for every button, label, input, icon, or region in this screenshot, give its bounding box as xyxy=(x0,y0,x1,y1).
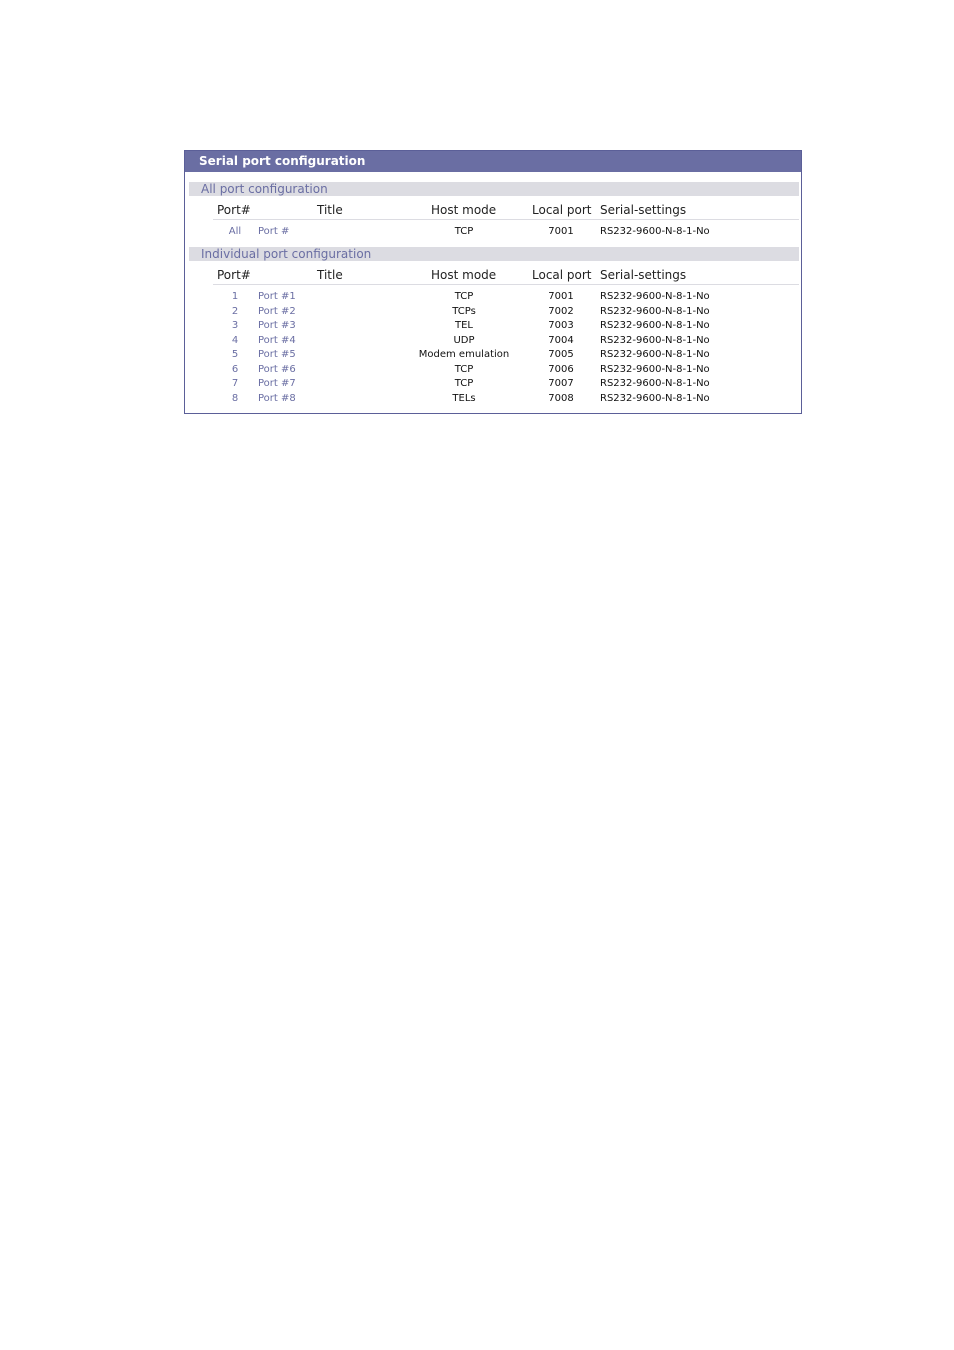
col-port: Port# xyxy=(217,203,251,217)
local-port: 7004 xyxy=(548,334,574,346)
col-host-mode: Host mode xyxy=(431,268,497,282)
col-title: Title xyxy=(317,268,343,282)
host-mode: UDP xyxy=(453,334,475,346)
port-row xyxy=(185,392,803,406)
port-number-link[interactable]: 8 xyxy=(231,392,239,404)
individual-port-section-label: Individual port configuration xyxy=(189,247,799,261)
host-mode: TCP xyxy=(454,226,474,237)
local-port: 7005 xyxy=(548,349,574,360)
panel-title: Serial port configuration xyxy=(185,151,801,172)
host-mode: TCP xyxy=(454,291,474,302)
local-port: 7007 xyxy=(548,378,574,389)
serial-settings: RS232-9600-N-8-1-No xyxy=(600,378,710,389)
col-local-port: Local port xyxy=(532,203,592,217)
serial-settings: RS232-9600-N-8-1-No xyxy=(600,291,710,302)
all-port-link[interactable]: All xyxy=(228,226,242,237)
host-mode: Modem emulation xyxy=(418,349,510,360)
serial-settings: RS232-9600-N-8-1-No xyxy=(600,349,710,360)
serial-settings: RS232-9600-N-8-1-No xyxy=(600,226,710,237)
serial-settings: RS232-9600-N-8-1-No xyxy=(600,392,710,404)
port-number-link[interactable]: 4 xyxy=(231,334,239,346)
col-serial-settings: Serial-settings xyxy=(600,268,687,282)
local-port: 7001 xyxy=(548,226,574,237)
serial-settings: RS232-9600-N-8-1-No xyxy=(600,320,710,331)
host-mode: TEL xyxy=(455,320,473,331)
port-row xyxy=(185,377,803,391)
serial-settings: RS232-9600-N-8-1-No xyxy=(600,334,710,346)
serial-settings: RS232-9600-N-8-1-No xyxy=(600,363,710,375)
all-port-section-label: All port configuration xyxy=(189,182,799,196)
individual-port-table-header xyxy=(185,268,803,282)
port-title-link[interactable]: Port #8 xyxy=(258,392,296,404)
port-row xyxy=(185,363,803,377)
port-number-link[interactable]: 7 xyxy=(231,378,239,389)
port-number-link[interactable]: 6 xyxy=(231,363,239,375)
port-title-link[interactable]: Port #6 xyxy=(258,363,296,375)
host-mode: TCP xyxy=(454,378,474,389)
local-port: 7002 xyxy=(548,305,574,317)
port-row xyxy=(185,334,803,348)
col-host-mode: Host mode xyxy=(431,203,497,217)
header-divider xyxy=(213,219,799,220)
local-port: 7008 xyxy=(548,392,574,404)
local-port: 7001 xyxy=(548,291,574,302)
port-title-link[interactable]: Port #1 xyxy=(258,291,296,302)
serial-port-config-panel xyxy=(184,150,802,414)
port-row xyxy=(185,319,803,333)
port-number-link[interactable]: 2 xyxy=(231,305,239,317)
port-title-link[interactable]: Port #4 xyxy=(258,334,296,346)
port-title-link[interactable]: Port #7 xyxy=(258,378,296,389)
port-title-link[interactable]: Port #2 xyxy=(258,305,296,317)
local-port: 7006 xyxy=(548,363,574,375)
port-row xyxy=(185,348,803,362)
col-local-port: Local port xyxy=(532,268,592,282)
host-mode: TCPs xyxy=(452,305,476,317)
port-row xyxy=(185,305,803,319)
header-divider xyxy=(213,284,799,285)
col-port: Port# xyxy=(217,268,251,282)
port-title-link[interactable]: Port #3 xyxy=(258,320,296,331)
port-row xyxy=(185,290,803,304)
all-port-table-header xyxy=(185,203,803,217)
col-serial-settings: Serial-settings xyxy=(600,203,687,217)
all-port-row xyxy=(185,225,803,239)
port-number-link[interactable]: 3 xyxy=(231,320,239,331)
local-port: 7003 xyxy=(548,320,574,331)
host-mode: TCP xyxy=(454,363,474,375)
col-title: Title xyxy=(317,203,343,217)
all-port-title-link[interactable]: Port # xyxy=(258,226,290,237)
port-number-link[interactable]: 1 xyxy=(231,291,239,302)
serial-settings: RS232-9600-N-8-1-No xyxy=(600,305,710,317)
port-number-link[interactable]: 5 xyxy=(231,349,239,360)
host-mode: TELs xyxy=(452,392,476,404)
port-title-link[interactable]: Port #5 xyxy=(258,349,296,360)
